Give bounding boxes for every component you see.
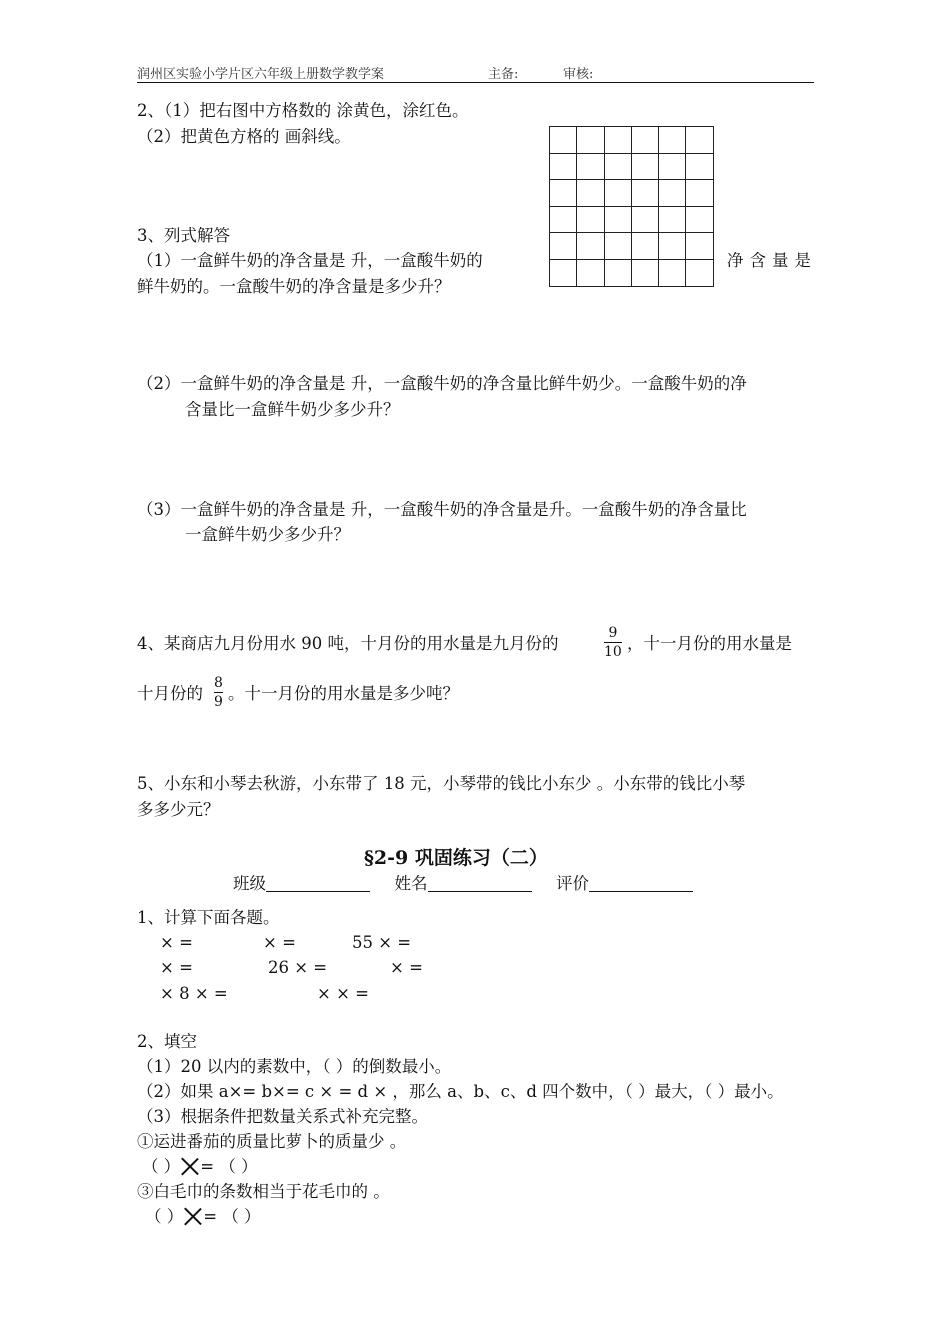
q3-p1-right-text: 净含量是 [727,251,817,270]
grid-row [550,153,714,180]
header-rule [137,82,814,83]
grid-cell[interactable] [577,259,604,286]
grid-row [550,127,714,154]
calc-item: × 8 × = [160,984,228,1003]
answer-paren-right: = （ ） [203,1207,261,1226]
grid-cell[interactable] [604,206,631,233]
grid-cell[interactable] [550,259,577,286]
square-grid [549,126,714,287]
fraction-bar [214,692,223,693]
q3-p1-line1-right [727,250,817,272]
fraction-numerator: 9 [608,625,618,641]
grid-cell[interactable] [686,153,713,180]
q3-p1-line1: （1）一盒鲜牛奶的净含量是 升，一盒酸牛奶的 [137,251,483,270]
grid-cell[interactable] [686,233,713,260]
grid-cell[interactable] [686,180,713,207]
grid-cell[interactable] [686,206,713,233]
q2-line1: 2、（1）把右图中方格数的 涂黄色，涂红色。 [137,101,469,120]
grid-cell[interactable] [550,127,577,154]
calc-item: × = [390,958,423,977]
multiply-icon [180,1156,200,1176]
fill-line4: ①运进番茄的质量比萝卜的质量少 。 [137,1132,407,1151]
fill-line6: ③白毛巾的条数相当于花毛巾的 。 [137,1182,390,1201]
q5-line1: 5、小东和小琴去秋游，小东带了 18 元，小琴带的钱比小东少 。小东带的钱比小琴 [137,774,746,793]
calc-item: 55 × = [352,933,412,952]
grid-cell[interactable] [631,153,658,180]
student-info-row [233,873,693,895]
calc-item: × × = [317,984,369,1003]
grid-cell[interactable] [550,153,577,180]
grid-cell[interactable] [659,259,686,286]
grid-cell[interactable] [604,233,631,260]
q4-line2-a: 十月份的 [137,684,203,703]
grid-cell[interactable] [659,206,686,233]
grid-cell[interactable] [577,127,604,154]
grid-cell[interactable] [604,180,631,207]
evaluation-blank[interactable] [589,873,693,892]
grid-cell[interactable] [604,259,631,286]
q3-title: 3、列式解答 [137,226,230,245]
grid-cell[interactable] [631,206,658,233]
q3-p2-line1: （2）一盒鲜牛奶的净含量是 升，一盒酸牛奶的净含量比鲜牛奶少。一盒酸牛奶的净 [137,374,747,393]
grid-cell[interactable] [659,180,686,207]
grid-cell[interactable] [659,153,686,180]
fill-line1: （1）20 以内的素数中，（ ）的倒数最小。 [137,1057,452,1076]
grid-cell[interactable] [577,233,604,260]
grid-cell[interactable] [577,206,604,233]
grid-cell[interactable] [631,259,658,286]
q5-line2: 多多少元？ [137,800,220,819]
header-author-label: 主备: [488,67,519,82]
q4-line2-b: 。十一月份的用水量是多少吨？ [228,684,459,703]
q3-p1-line2: 鲜牛奶的。一盒酸牛奶的净含量是多少升？ [137,277,451,296]
grid-cell[interactable] [577,180,604,207]
name-blank[interactable] [428,873,532,892]
fill-line3: （3）根据条件把数量关系式补充完整。 [137,1107,428,1126]
class-label: 班级 [233,874,266,893]
fill-title: 2、填空 [137,1032,197,1051]
fraction-nine-tenths [604,625,622,660]
section-title: §2-9 巩固练习（二） [364,847,548,869]
grid-cell[interactable] [686,259,713,286]
grid-row [550,206,714,233]
q4-line1-b: ，十一月份的用水量是 [627,634,792,653]
evaluation-label: 评价 [556,874,589,893]
calc-item: × = [160,933,193,952]
grid-cell[interactable] [631,180,658,207]
grid-row [550,180,714,207]
calc-title: 1、计算下面各题。 [137,908,280,927]
fill-line7 [145,1206,261,1228]
calc-item: 26 × = [268,958,328,977]
q4-line1-a: 4、某商店九月份用水 90 吨，十月份的用水量是九月份的 [137,634,559,653]
fill-line5 [142,1156,258,1178]
q2-line2: （2）把黄色方格的 画斜线。 [137,127,351,146]
grid-cell[interactable] [577,153,604,180]
calc-item: × = [160,958,193,977]
answer-paren-right: = （ ） [200,1157,258,1176]
grid-cell[interactable] [686,127,713,154]
fraction-bar [604,642,622,643]
multiply-icon [183,1206,203,1226]
fraction-numerator: 8 [214,675,223,691]
header-review-label: 审核: [563,67,594,82]
fraction-denominator: 9 [214,694,223,710]
q3-p3-line1: （3）一盒鲜牛奶的净含量是 升，一盒酸牛奶的净含量是升。一盒酸牛奶的净含量比 [137,500,747,519]
grid-row [550,233,714,260]
grid-cell[interactable] [604,153,631,180]
grid-cell[interactable] [631,233,658,260]
grid-cell[interactable] [631,127,658,154]
grid-cell[interactable] [604,127,631,154]
grid-cell[interactable] [659,233,686,260]
fraction-eight-ninths [214,675,223,710]
answer-paren-left: （ ） [145,1207,184,1226]
grid-row [550,259,714,286]
fill-line2: （2）如果 a×= b×= c × = d × ，那么 a、b、c、d 四个数中，（ ）最大，（ ）最小。 [137,1082,784,1101]
header-title: 润州区实验小学片区六年级上册数学教学案 [137,67,385,82]
fraction-denominator: 10 [604,644,622,660]
calc-item: × = [263,933,296,952]
name-label: 姓名 [394,874,428,893]
q3-p3-line2: 一盒鲜牛奶少多少升？ [185,525,350,544]
q3-p2-line2: 含量比一盒鲜牛奶少多少升？ [185,400,400,419]
class-blank[interactable] [266,873,370,892]
grid-cell[interactable] [550,180,577,207]
grid-cell[interactable] [550,233,577,260]
answer-paren-left: （ ） [142,1157,181,1176]
grid-cell[interactable] [659,127,686,154]
grid-cell[interactable] [550,206,577,233]
